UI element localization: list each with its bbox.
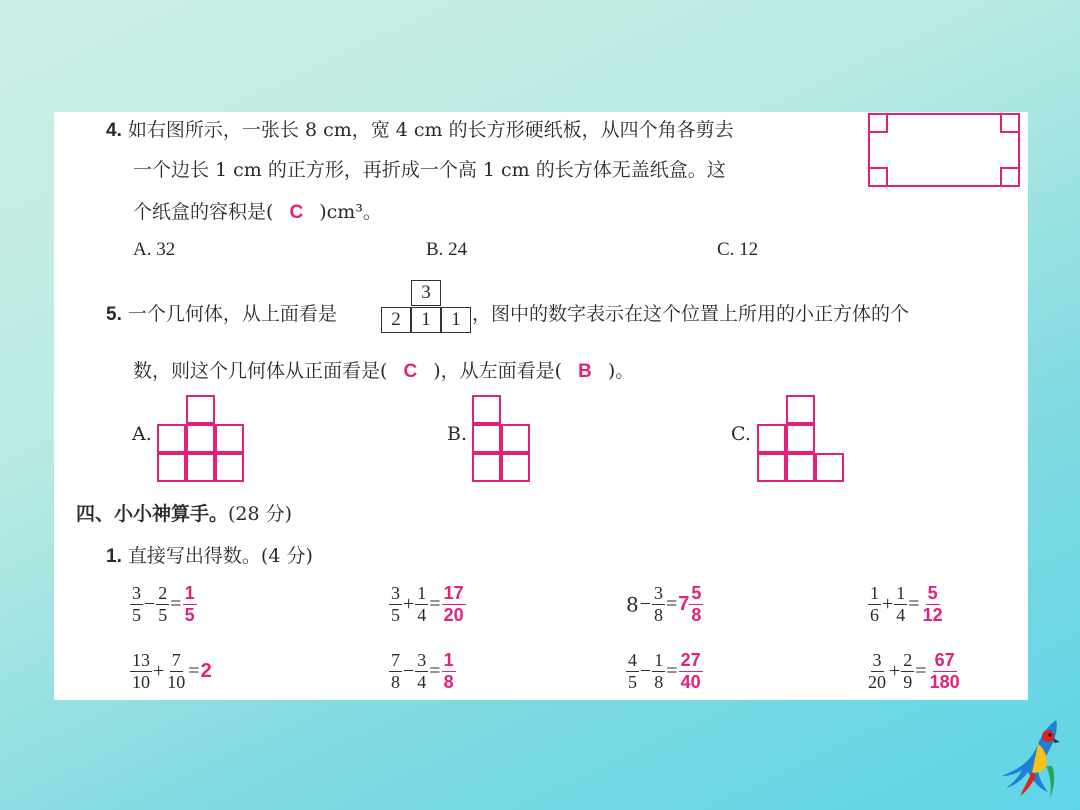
- q5-option-b-label: B.: [447, 423, 468, 445]
- numerator: 7: [171, 650, 181, 670]
- numerator: 2: [158, 583, 168, 603]
- view-cube: [472, 395, 501, 424]
- fraction: [626, 650, 639, 693]
- calc-question-heading: 1. 直接写出得数。(4 分): [106, 545, 313, 567]
- view-cube: [157, 424, 186, 453]
- fraction: [130, 583, 143, 626]
- cardboard-figure: [868, 113, 1020, 187]
- numerator: 1: [417, 583, 427, 603]
- fraction: [156, 583, 169, 626]
- view-cube: [757, 453, 786, 482]
- fraction: [652, 650, 665, 693]
- calc-answer: 2: [200, 660, 212, 682]
- q5-number: 5.: [106, 304, 122, 325]
- corner-square-bl: [868, 167, 888, 187]
- denominator: 8: [443, 672, 454, 692]
- corner-square-br: [1000, 167, 1020, 187]
- denominator: 40: [680, 672, 701, 692]
- fraction: [894, 583, 907, 626]
- view-option-c: [757, 395, 847, 484]
- q5-line1-pre: 5. 一个几何体，从上面看是: [106, 303, 337, 325]
- denominator: 5: [391, 605, 400, 625]
- q4-option-a: A. 32: [133, 239, 176, 260]
- numerator: 5: [691, 583, 702, 603]
- corner-square-tr: [1000, 113, 1020, 133]
- operator: =: [429, 660, 441, 682]
- denominator: 10: [132, 672, 150, 692]
- view-cube: [786, 424, 815, 453]
- fraction: [165, 650, 187, 693]
- section-title: 四、小小神算手。(28 分): [76, 503, 293, 525]
- fraction: [389, 583, 402, 626]
- numerator: 1: [184, 583, 195, 603]
- view-cube: [186, 395, 215, 424]
- fraction: [389, 650, 402, 693]
- calc-answer: [442, 650, 456, 693]
- q4-option-b: B. 24: [426, 239, 468, 260]
- operator: +: [889, 660, 901, 682]
- calc-item-8: [866, 650, 962, 693]
- fraction: [868, 583, 881, 626]
- view-cube: [501, 453, 530, 482]
- view-cube: [786, 395, 815, 424]
- calc-item-7: [626, 650, 703, 693]
- calc-answer: [679, 650, 703, 693]
- q5-option-c-label: C.: [731, 423, 751, 445]
- fraction: [415, 650, 428, 693]
- denominator: 8: [654, 672, 664, 692]
- view-cube: [157, 453, 186, 482]
- worksheet: [54, 112, 1028, 700]
- q5-line2: 数，则这个几何体从正面看是( C )，从左面看是( B )。: [133, 360, 635, 382]
- denominator: 20: [443, 605, 464, 625]
- numerator: 5: [927, 583, 938, 603]
- operator: −: [144, 593, 156, 615]
- view-option-b: [472, 395, 532, 484]
- numerator: 1: [443, 650, 454, 670]
- q5-answer-front: C: [403, 361, 418, 382]
- calc-item-1: [130, 583, 197, 626]
- fraction: [130, 650, 152, 693]
- calc-item-3: [626, 583, 703, 626]
- operator: =: [915, 660, 927, 682]
- numerator: 17: [443, 583, 464, 603]
- calc-item-4: [868, 583, 945, 626]
- operator: =: [666, 660, 678, 682]
- operator: =: [170, 593, 182, 615]
- numerator: 1: [654, 650, 664, 670]
- view-cube: [472, 453, 501, 482]
- operator: −: [640, 660, 652, 682]
- operator: +: [403, 593, 415, 615]
- calc-answer: [928, 650, 962, 693]
- calc-item-2: [389, 583, 466, 626]
- numerator: 3: [872, 650, 882, 670]
- fraction: [866, 650, 888, 693]
- numerator: 3: [417, 650, 427, 670]
- operator: =: [908, 593, 920, 615]
- numerator: 13: [132, 650, 150, 670]
- q4-line2: 一个边长 1 cm 的正方形，再折成一个高 1 cm 的长方体无盖纸盒。这: [133, 159, 726, 181]
- denominator: 5: [132, 605, 141, 625]
- numerator: 4: [628, 650, 637, 670]
- denominator: 8: [691, 605, 702, 625]
- q4-line3: 个纸盒的容积是( C )cm³。: [133, 201, 382, 223]
- whole-number: 8: [626, 592, 639, 617]
- top-view-cell: 2: [381, 307, 411, 333]
- view-cube: [186, 424, 215, 453]
- numerator: 7: [391, 650, 400, 670]
- view-cube: [501, 424, 530, 453]
- denominator: 4: [417, 672, 427, 692]
- operator: =: [429, 593, 441, 615]
- fraction: [415, 583, 428, 626]
- operator: +: [882, 593, 894, 615]
- q4-answer: C: [289, 202, 304, 223]
- top-view-cell: 3: [411, 280, 441, 306]
- denominator: 20: [868, 672, 886, 692]
- top-view-cell: 1: [411, 307, 441, 333]
- numerator: 3: [654, 583, 664, 603]
- denominator: 9: [903, 672, 913, 692]
- denominator: 5: [628, 672, 637, 692]
- calc-answer: [921, 583, 945, 626]
- denominator: 10: [167, 672, 186, 692]
- view-cube: [815, 453, 844, 482]
- numerator: 27: [680, 650, 701, 670]
- denominator: 12: [922, 605, 943, 625]
- corner-square-tl: [868, 113, 888, 133]
- fraction: [652, 583, 665, 626]
- top-view-cell: 1: [441, 307, 471, 333]
- denominator: 5: [184, 605, 195, 625]
- q4-option-c: C. 12: [717, 239, 759, 260]
- view-cube: [757, 424, 786, 453]
- q5-answer-left: B: [578, 361, 592, 382]
- calc-item-6: [389, 650, 456, 693]
- top-view-diagram: [381, 280, 471, 336]
- view-cube: [215, 424, 244, 453]
- denominator: 5: [158, 605, 168, 625]
- operator: +: [153, 660, 165, 682]
- view-option-a: [157, 395, 245, 484]
- denominator: 4: [417, 605, 427, 625]
- q5-option-a-label: A.: [132, 423, 152, 445]
- calc-item-5: [130, 650, 212, 693]
- denominator: 8: [654, 605, 664, 625]
- calc-answer: [183, 583, 197, 626]
- operator: −: [403, 660, 415, 682]
- q4-line1: 4. 如右图所示，一张长 8 cm，宽 4 cm 的长方形硬纸板，从四个角各剪去: [106, 119, 734, 141]
- q5-line1-post: ，图中的数字表示在这个位置上所用的小正方体的个: [472, 303, 910, 325]
- denominator: 180: [929, 672, 960, 692]
- calc-answer: [442, 583, 466, 626]
- view-cube: [186, 453, 215, 482]
- view-cube: [472, 424, 501, 453]
- calc-answer: [689, 583, 703, 626]
- numerator: 67: [934, 650, 955, 670]
- fraction: [901, 650, 914, 693]
- denominator: 6: [870, 605, 879, 625]
- q4-number: 4.: [106, 120, 122, 141]
- numerator: 1: [870, 583, 879, 603]
- denominator: 4: [896, 605, 906, 625]
- denominator: 8: [391, 672, 400, 692]
- operator: =: [188, 660, 200, 682]
- operator: =: [666, 593, 678, 615]
- operator: −: [639, 593, 652, 615]
- calc-answer-whole: 7: [678, 593, 690, 615]
- numerator: 3: [132, 583, 141, 603]
- cardboard-outline: [868, 113, 1020, 187]
- view-cube: [786, 453, 815, 482]
- view-cube: [215, 453, 244, 482]
- numerator: 2: [903, 650, 913, 670]
- numerator: 1: [896, 583, 906, 603]
- numerator: 3: [391, 583, 400, 603]
- parrot-logo-icon: [998, 714, 1068, 806]
